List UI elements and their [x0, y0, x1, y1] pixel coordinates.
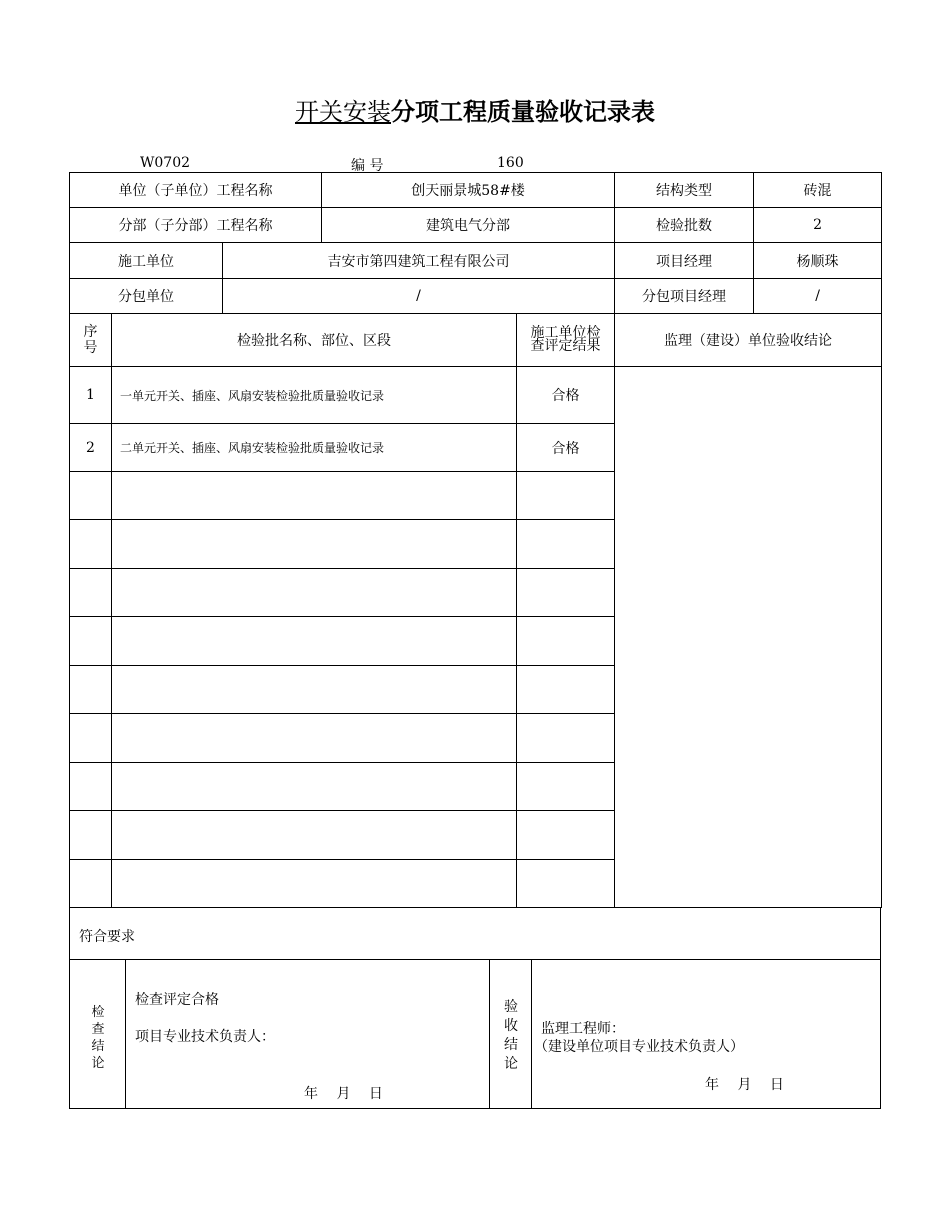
result-header: 施工单位检查评定结果: [517, 314, 615, 367]
empty-seq-cell: [70, 472, 112, 520]
row-batch-name: 二单元开关、插座、风扇安装检验批质量验收记录: [112, 424, 517, 472]
empty-result-cell: [517, 666, 615, 714]
division-name-label: 分部（子分部）工程名称: [70, 208, 322, 243]
empty-name-cell: [112, 811, 517, 860]
empty-name-cell: [112, 763, 517, 811]
empty-result-cell: [517, 860, 615, 908]
structure-type-value: 砖混: [754, 173, 882, 208]
empty-result-cell: [517, 811, 615, 860]
empty-seq-cell: [70, 666, 112, 714]
row-seq: 2: [70, 424, 112, 472]
form-code: W0702: [140, 155, 191, 171]
empty-seq-cell: [70, 860, 112, 908]
structure-type-label: 结构类型: [615, 173, 754, 208]
empty-name-cell: [112, 520, 517, 569]
row-result: 合格: [517, 367, 615, 424]
title-item-name: 开关安装: [295, 98, 391, 126]
empty-result-cell: [517, 472, 615, 520]
batch-count-value: 2: [754, 208, 882, 243]
summary-text: 符合要求: [79, 929, 135, 945]
empty-result-cell: [517, 617, 615, 666]
inspection-table: [69, 172, 882, 908]
footer-section: [69, 907, 881, 1109]
row-batch-name: 一单元开关、插座、风扇安装检验批质量验收记录: [112, 367, 517, 424]
empty-seq-cell: [70, 714, 112, 763]
empty-result-cell: [517, 520, 615, 569]
accept-conclusion-cell: [531, 959, 881, 1109]
empty-seq-cell: [70, 811, 112, 860]
unit-name-label: 单位（子单位）工程名称: [70, 173, 322, 208]
number-value: 160: [497, 155, 524, 171]
check-date: 年 月 日: [304, 1086, 383, 1102]
batch-count-label: 检验批数: [615, 208, 754, 243]
empty-name-cell: [112, 472, 517, 520]
supervisor-conclusion-header: 监理（建设）单位验收结论: [615, 314, 882, 367]
empty-name-cell: [112, 617, 517, 666]
empty-seq-cell: [70, 763, 112, 811]
subcontractor-label: 分包单位: [70, 279, 223, 314]
manager-value: 杨顺珠: [754, 243, 882, 279]
accept-conclusion-label: 验收结论: [504, 999, 518, 1072]
number-label: 编 号: [351, 158, 384, 174]
empty-result-cell: [517, 569, 615, 617]
empty-name-cell: [112, 569, 517, 617]
empty-name-cell: [112, 666, 517, 714]
title-rest: 分项工程质量验收记录表: [391, 97, 655, 126]
owner-tech-leader-label: （建设单位项目专业技术负责人）: [534, 1039, 744, 1055]
check-conclusion-label-cell: [69, 959, 126, 1109]
summary-box: [69, 907, 881, 960]
accept-conclusion-label-cell: [489, 959, 532, 1109]
seq-header: 序号: [70, 314, 112, 367]
empty-result-cell: [517, 714, 615, 763]
contractor-value: 吉安市第四建筑工程有限公司: [223, 243, 615, 279]
supervising-engineer-label: 监理工程师：: [541, 1021, 625, 1037]
supervisor-conclusion-cell: [615, 367, 882, 908]
row-result: 合格: [517, 424, 615, 472]
sub-manager-value: /: [754, 279, 882, 314]
contractor-label: 施工单位: [70, 243, 223, 279]
tech-leader-label: 项目专业技术负责人：: [135, 1029, 275, 1045]
empty-name-cell: [112, 860, 517, 908]
accept-date: 年 月 日: [705, 1077, 784, 1093]
empty-seq-cell: [70, 520, 112, 569]
empty-seq-cell: [70, 569, 112, 617]
check-conclusion-cell: [125, 959, 490, 1109]
division-name-value: 建筑电气分部: [322, 208, 615, 243]
page-title: [0, 92, 950, 127]
check-conclusion-text: 检查评定合格: [135, 992, 219, 1008]
empty-seq-cell: [70, 617, 112, 666]
empty-name-cell: [112, 714, 517, 763]
sub-manager-label: 分包项目经理: [615, 279, 754, 314]
batch-name-header: 检验批名称、部位、区段: [112, 314, 517, 367]
row-seq: 1: [70, 367, 112, 424]
empty-result-cell: [517, 763, 615, 811]
subcontractor-value: /: [223, 279, 615, 314]
unit-name-value: 创天丽景城58#楼: [322, 173, 615, 208]
manager-label: 项目经理: [615, 243, 754, 279]
check-conclusion-label: 检查结论: [91, 1005, 105, 1071]
